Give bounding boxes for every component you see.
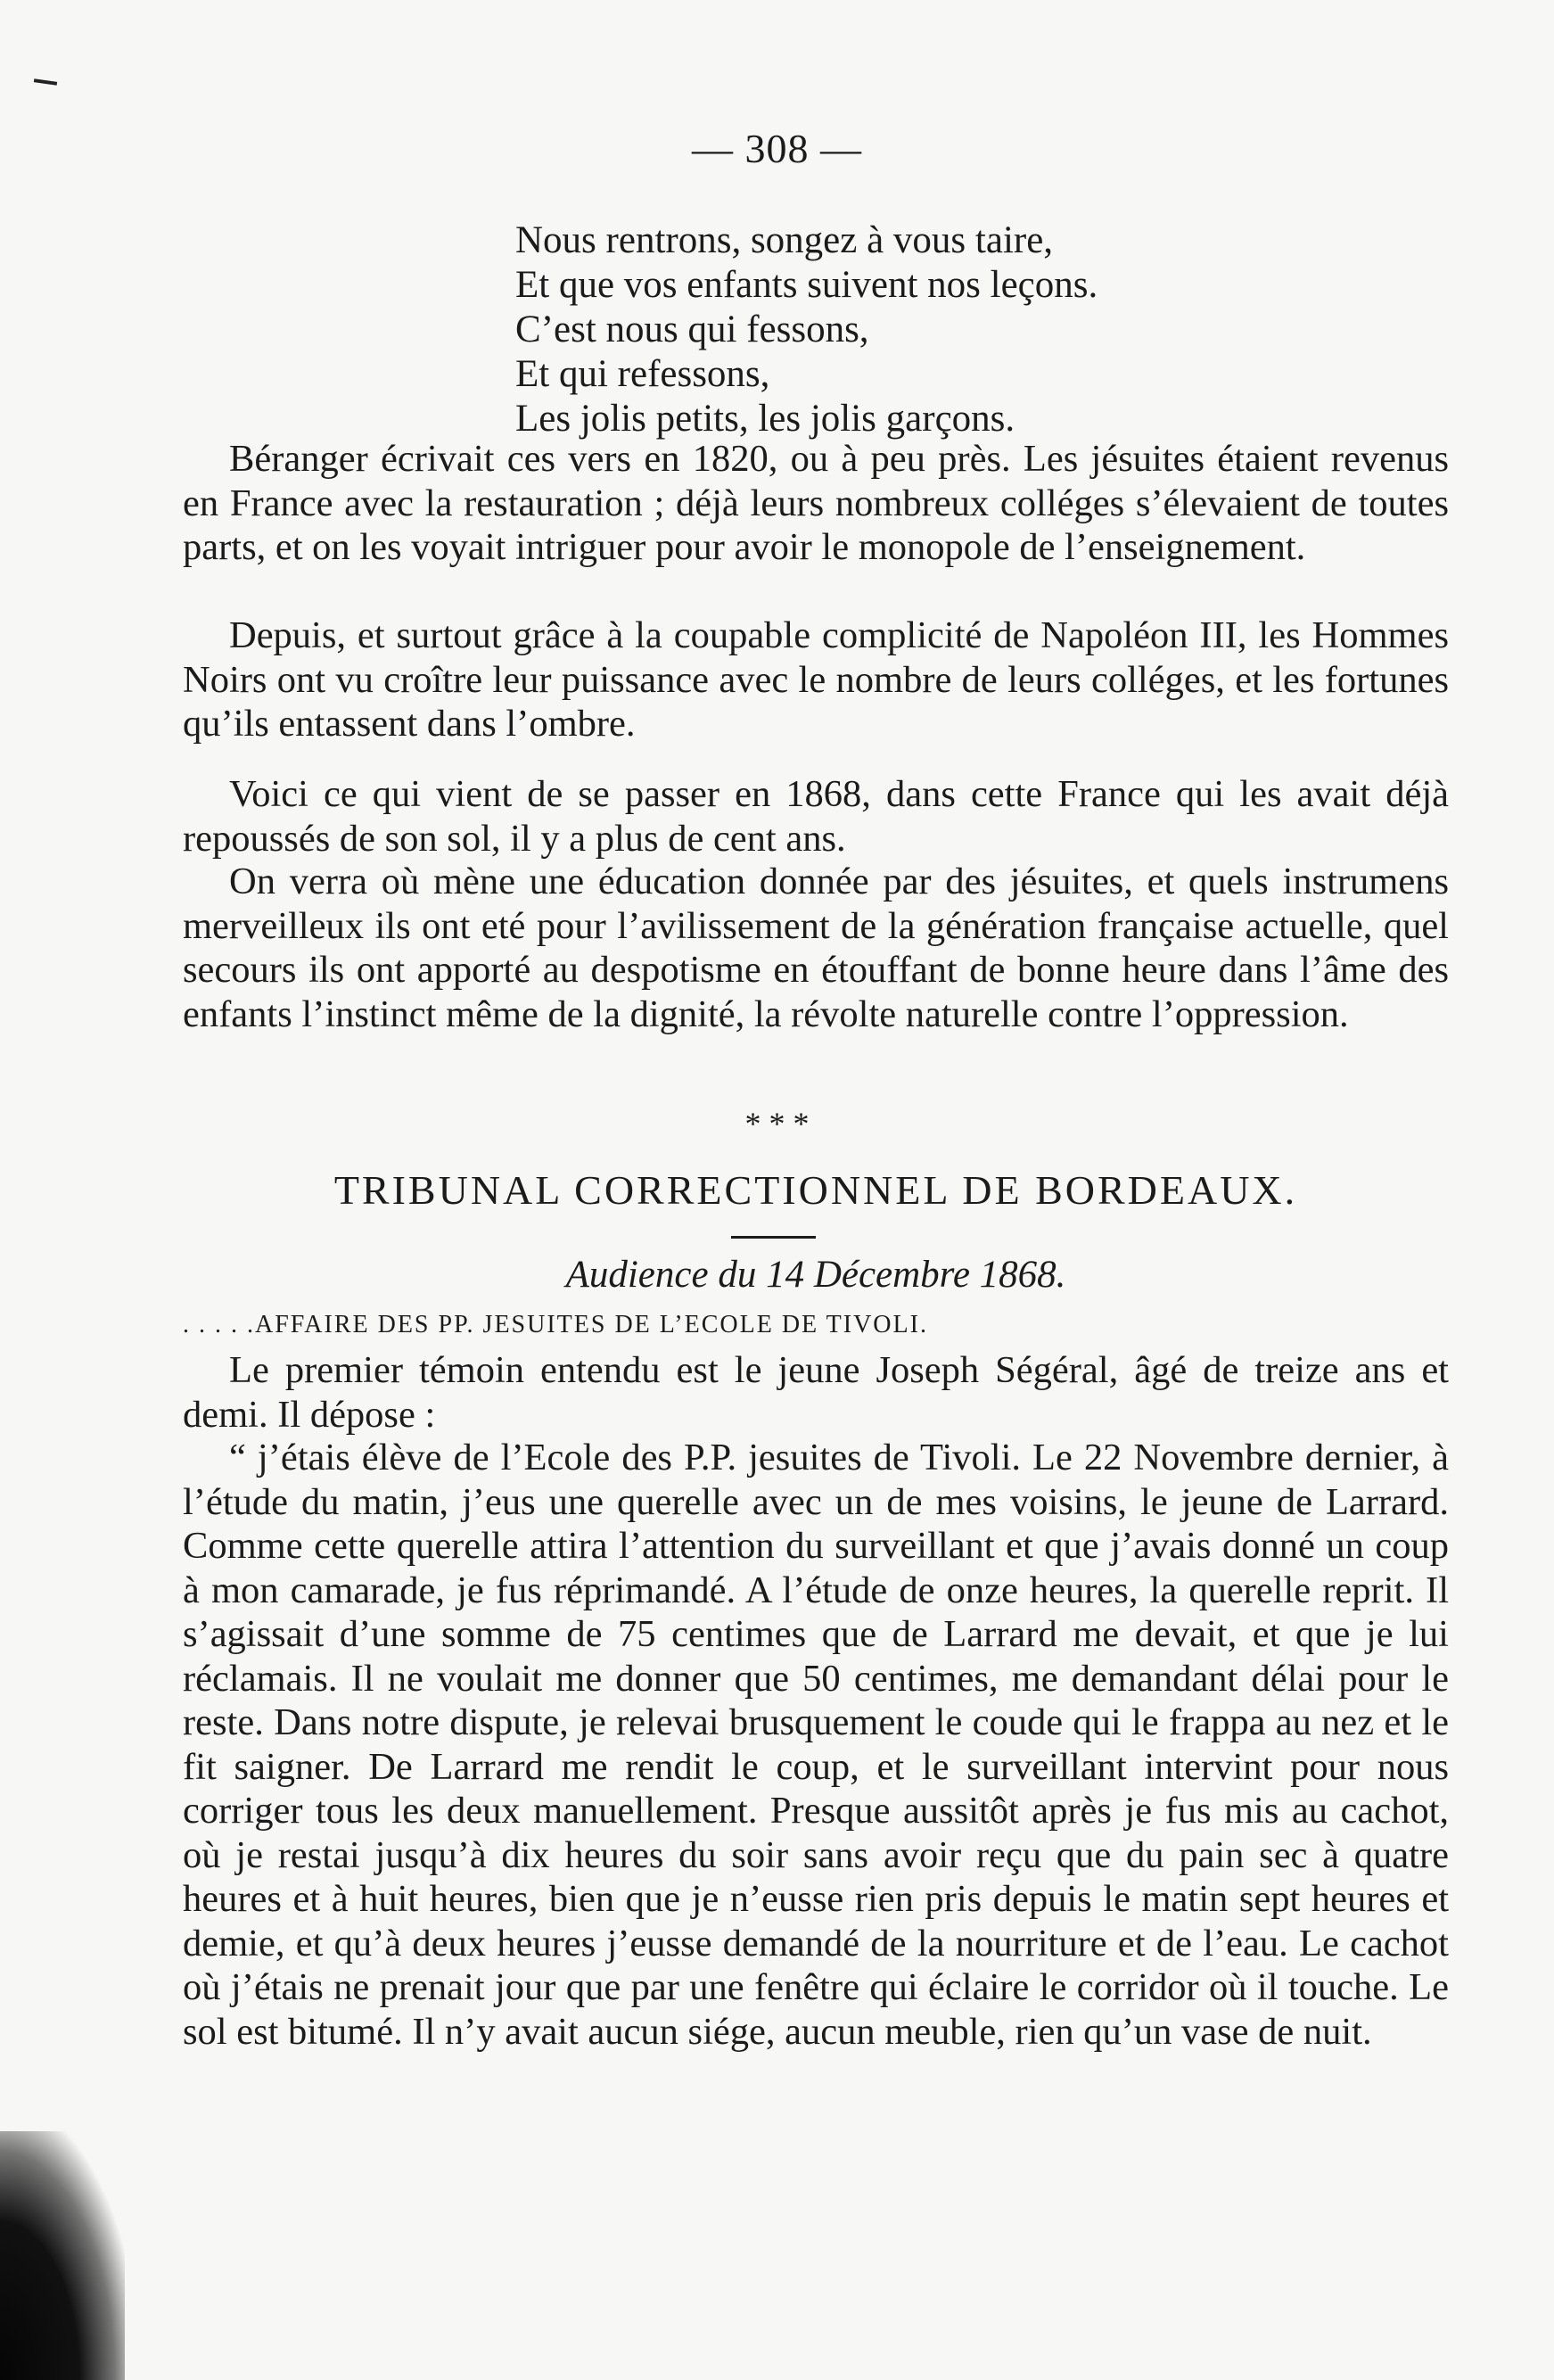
verse-block (515, 218, 1407, 441)
paragraph-text: “ j’étais élève de l’Ecole des P.P. jesuites de Tivoli. Le 22 Novembre dernier, à l’étude du matin, j’eus une querelle avec un de mes voisins, le jeune de Larrard. Comme cette querelle attira l’attention du surveillant et que j’avais donné un coup à mon camarade, je fus réprimandé. A l’étude de onze heures, la querelle reprit. Il s’agissait d’une somme de 75 centimes que de Larrard me devait, et que je lui réclamais. Il ne voulait me donner que 50 centimes, me demandant délai pour le reste. Dans notre dispute, je relevai brusquement le coude qui le frappa au nez et le fit saigner. De Larrard me rendit le coup, et le surveillant intervint pour nous corriger tous les deux manuellement. Presque aussitôt après je fus mis au cachot, où je restai jusqu’à dix heures du soir sans avoir reçu que du pain sec à quatre heures et à huit heures, bien que je n’eusse rien pris depuis le matin sept heures et demie, et qu’à deux heures j’eusse demandé de la nourriture et de l’eau. Le cachot où j’étais ne prenait jour que par une fenêtre qui éclaire le corridor où il touche. Le sol est bitumé. Il n’y avait aucun siége, aucun meuble, rien qu’un vase de nuit. (183, 1437, 1449, 2053)
heading-rule (731, 1236, 816, 1239)
audience-line: Audience du 14 Décembre 1868. (565, 1254, 1066, 1296)
section-separator: * * * (744, 1106, 810, 1141)
paragraph-on-verra (183, 860, 1449, 1036)
verse-line: Nous rentrons, songez à vous taire, (515, 219, 1054, 261)
paragraph-voici (183, 772, 1449, 861)
affaire-title: AFFAIRE DES PP. JESUITES DE L’ECOLE DE TIVOLI. (255, 1311, 928, 1338)
verse-line: Et qui refessons, (515, 353, 770, 395)
paragraph-text: Voici ce qui vient de se passer en 1868, dans cette France qui les avait déjà repoussés de son sol, il y a plus de cent ans. (183, 773, 1449, 860)
affaire-dots: . . . . . (183, 1311, 255, 1338)
paragraph-text: Béranger écrivait ces vers en 1820, ou à peu près. Les jésuites étaient revenus en France avec la restauration ; déjà leurs nombreux colléges s’élevaient de toutes parts, et on les voyait intriguer pour avoir le monopole de l’enseignement. (183, 438, 1449, 568)
paragraph-deposition (183, 1436, 1449, 2054)
paragraph-text: On verra où mène une éducation donnée par des jésuites, et quels instrumens merveilleux ils ont eté pour l’avilissement de la génération française actuelle, quel secours ils ont apporté au despotisme en étouffant de bonne heure dans l’âme des enfants l’instinct même de la dignité, la révolte naturelle contre l’oppression. (183, 861, 1449, 1035)
ink-speck (34, 78, 57, 86)
paragraph-depuis (183, 614, 1449, 746)
paragraph-text: Depuis, et surtout grâce à la coupable complicité de Napoléon III, les Hommes Noirs ont vu croître leur puissance avec le nombre de leurs colléges, et les fortunes qu’ils entassent dans l’ombre. (183, 614, 1449, 745)
paragraph-temoin (183, 1348, 1449, 1437)
verse-line: Les jolis petits, les jolis garçons. (515, 398, 1015, 440)
verse-line: C’est nous qui fessons, (515, 309, 869, 350)
section-heading: TRIBUNAL CORRECTIONNEL DE BORDEAUX. (333, 1167, 1298, 1213)
verse-line: Et que vos enfants suivent nos leçons. (515, 264, 1098, 306)
paragraph-beranger (183, 437, 1449, 570)
page-number: — 308 — (692, 126, 862, 171)
paragraph-text: Le premier témoin entendu est le jeune Joseph Ségéral, âgé de treize ans et demi. Il dépose : (183, 1349, 1449, 1436)
scan-shadow (0, 2131, 125, 2380)
affaire-line (183, 1311, 1449, 1339)
